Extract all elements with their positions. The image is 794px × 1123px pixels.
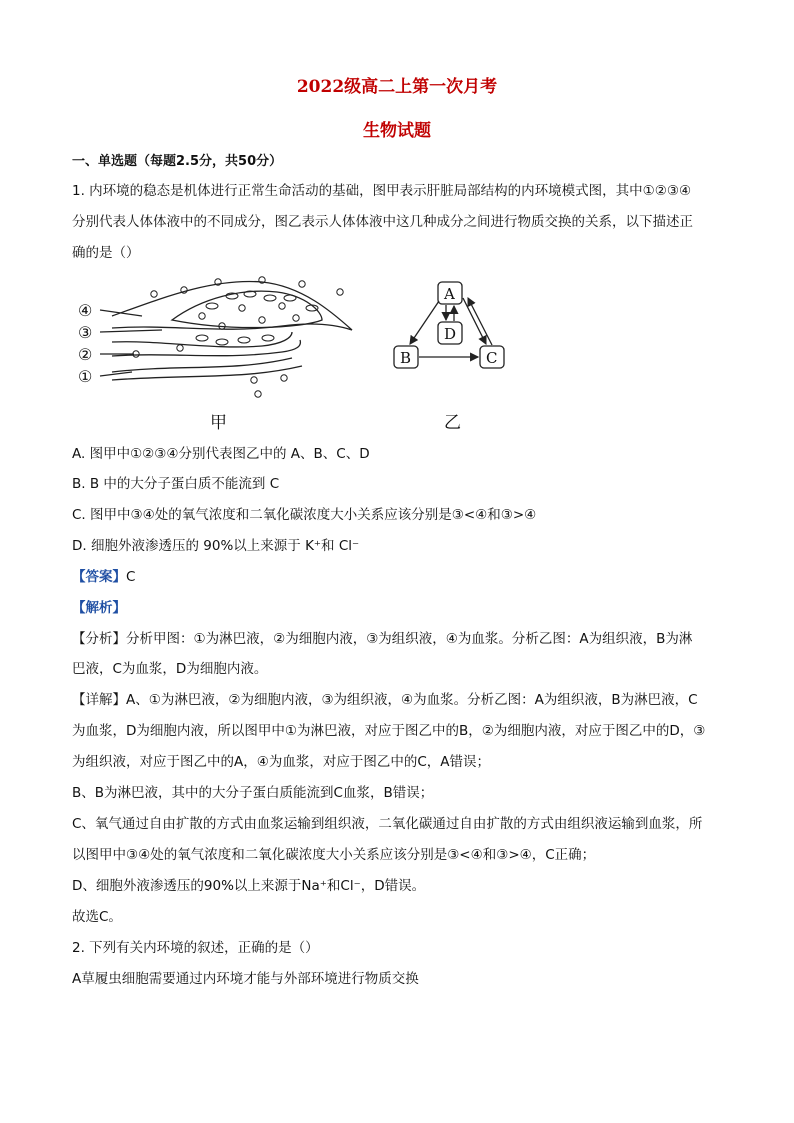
q2-option-a: A草履虫细胞需要通过内环境才能与外部环境进行物质交换 (72, 971, 419, 987)
node-c: C (486, 349, 498, 367)
q1-option-b: B. B 中的大分子蛋白质不能流到 C (72, 476, 280, 492)
xiangjie-line: 为组织液，对应于图乙中的A，④为血浆，对应于图乙中的C，A错误； (72, 754, 490, 770)
xiangjie-line (72, 691, 732, 709)
fenxi-line: 巴液，C为血浆，D为细胞内液。 (72, 661, 268, 677)
fenxi-tag: 【分析】 (72, 631, 126, 647)
answer-line (72, 568, 732, 586)
xiangjie-line: D、细胞外液渗透压的90%以上来源于Na⁺和Cl⁻，D错误。 (72, 878, 426, 894)
xiangjie-tag: 【详解】 (72, 692, 126, 708)
answer-value: C (126, 569, 136, 585)
label-1: ① (78, 367, 93, 386)
q1-stem-line: 分别代表人体体液中的不同成分，图乙表示人体体液中这几种成分之间进行物质交换的关系，以下描述正 (72, 214, 693, 230)
label-2: ② (78, 345, 93, 364)
answer-tag: 【答案】 (72, 569, 126, 585)
q1-option-d: D. 细胞外液渗透压的 90%以上来源于 K⁺和 Cl⁻ (72, 538, 360, 554)
node-b: B (400, 349, 412, 367)
label-4: ④ (78, 301, 93, 320)
fenxi-text: 分析甲图：①为淋巴液，②为细胞内液，③为组织液，④为血浆。分析乙图：A为组织液，B为淋 (126, 631, 693, 647)
node-d: D (444, 325, 457, 343)
q1-stem-line: 1. 内环境的稳态是机体进行正常生命活动的基础，图甲表示肝脏局部结构的内环境模式图，其中①②③④ (72, 183, 692, 199)
fenxi-line (72, 630, 732, 648)
exam-subtitle: 生物试题 (363, 121, 431, 141)
q2-stem: 2. 下列有关内环境的叙述，正确的是（） (72, 940, 319, 956)
arrow-c-a (468, 298, 492, 345)
xiangjie-text: A、①为淋巴液，②为细胞内液，③为组织液，④为血浆。分析乙图：A为组织液，B为淋巴液，C (126, 692, 698, 708)
analysis-line (72, 599, 732, 617)
arrow-a-c (463, 298, 486, 344)
xiangjie-line: B、B为淋巴液，其中的大分子蛋白质能流到C血浆，B错误； (72, 785, 434, 801)
pointer-3 (100, 330, 162, 332)
q1-option-c: C. 图甲中③④处的氧气浓度和二氧化碳浓度大小关系应该分别是③<④和③>④ (72, 507, 537, 523)
caption-yi: 乙 (444, 413, 461, 433)
node-a: A (444, 285, 455, 303)
pointer-1 (100, 372, 132, 376)
caption-jia: 甲 (210, 413, 227, 433)
analysis-tag: 【解析】 (72, 600, 126, 616)
pointer-4 (100, 310, 142, 316)
q1-figure (72, 268, 532, 438)
section-heading: 一、单选题（每题2.5分，共50分） (72, 154, 283, 169)
label-3: ③ (78, 323, 93, 342)
xiangjie-line: 以图甲中③④处的氧气浓度和二氧化碳浓度大小关系应该分别是③<④和③>④，C正确； (72, 847, 596, 863)
q1-option-a: A. 图甲中①②③④分别代表图乙中的 A、B、C、D (72, 446, 370, 462)
xiangjie-line: 为血浆，D为细胞内液，所以图甲中①为淋巴液，对应于图乙中的B，②为细胞内液，对应于图乙中的D，③ (72, 723, 706, 739)
conclusion-line: 故选C。 (72, 909, 122, 925)
cell-line-1 (112, 358, 292, 372)
lymph-upper (112, 332, 292, 347)
cell-line-2 (112, 366, 302, 380)
arrow-a-b (410, 301, 439, 344)
exam-title: 2022级高二上第一次月考 (296, 77, 498, 97)
xiangjie-line: C、氧气通过自由扩散的方式由血浆运输到组织液，二氧化碳通过自由扩散的方式由组织液运输到血浆，所 (72, 816, 703, 832)
q1-stem-line: 确的是（） (72, 245, 140, 261)
